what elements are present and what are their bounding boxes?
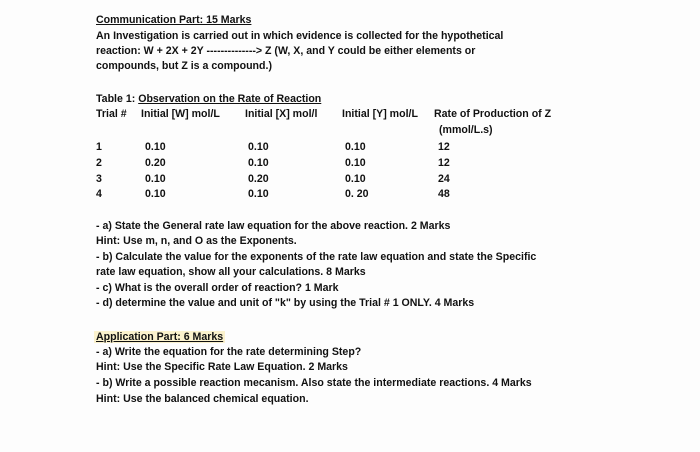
table-cell: 0. 20 xyxy=(345,188,369,200)
application-heading-wrap xyxy=(96,331,225,345)
table-cell: 0.10 xyxy=(345,157,366,169)
table-cell: 0.10 xyxy=(248,157,269,169)
table-cell: 3 xyxy=(96,173,102,185)
application-heading: Application Part: 6 Marks xyxy=(96,331,224,343)
table-cell: 12 xyxy=(438,157,450,169)
application-b: - b) Write a possible reaction mecanism. Also state the intermediate reactions. 4 Marks xyxy=(96,377,532,389)
table-cell: 0.20 xyxy=(145,157,166,169)
header-initial-y: Initial [Y] mol/L xyxy=(342,108,418,120)
header-rate: Rate of Production of Z xyxy=(434,108,552,120)
table-cell: 0.10 xyxy=(145,173,166,185)
table-cell: 2 xyxy=(96,157,102,169)
table-cell: 0.10 xyxy=(248,141,269,153)
table-caption-prefix: Table 1: xyxy=(96,93,139,105)
intro-line-1: An Investigation is carried out in which evidence is collected for the hypothetical xyxy=(96,30,504,42)
intro-line-2: reaction: W + 2X + 2Y --------------> Z (W, X, and Y could be either elements or xyxy=(96,45,476,57)
header-initial-w: Initial [W] mol/L xyxy=(141,108,220,120)
header-trial: Trial # xyxy=(96,108,127,120)
table-cell: 0.10 xyxy=(345,141,366,153)
application-a: - a) Write the equation for the rate determining Step? xyxy=(96,346,362,358)
table-cell: 24 xyxy=(438,173,450,185)
table-cell: 0.10 xyxy=(345,173,366,185)
question-a-hint: Hint: Use m, n, and O as the Exponents. xyxy=(96,235,297,247)
table-cell: 48 xyxy=(438,188,450,200)
application-a-hint: Hint: Use the Specific Rate Law Equation. 2 Marks xyxy=(96,361,348,373)
table-cell: 0.10 xyxy=(145,141,166,153)
table-cell: 12 xyxy=(438,141,450,153)
header-initial-x: Initial [X] mol/l xyxy=(245,108,318,120)
table-caption xyxy=(96,93,321,107)
table-cell: 1 xyxy=(96,141,102,153)
question-d: - d) determine the value and unit of "k" by using the Trial # 1 ONLY. 4 Marks xyxy=(96,297,475,309)
table-cell: 0.10 xyxy=(248,188,269,200)
question-b-cont: rate law equation, show all your calculations. 8 Marks xyxy=(96,266,366,278)
question-a: - a) State the General rate law equation for the above reaction. 2 Marks xyxy=(96,220,451,232)
header-rate-unit: (mmol/L.s) xyxy=(439,124,493,136)
table-cell: 0.10 xyxy=(145,188,166,200)
application-b-hint: Hint: Use the balanced chemical equation. xyxy=(96,393,309,405)
table-cell: 0.20 xyxy=(248,173,269,185)
communication-heading: Communication Part: 15 Marks xyxy=(96,14,252,26)
question-c: - c) What is the overall order of reaction? 1 Mark xyxy=(96,282,339,294)
table-cell: 4 xyxy=(96,188,102,200)
intro-line-3: compounds, but Z is a compound.) xyxy=(96,60,272,72)
table-caption-title: Observation on the Rate of Reaction xyxy=(138,93,322,105)
question-b: - b) Calculate the value for the exponents of the rate law equation and state the Specific xyxy=(96,251,537,263)
